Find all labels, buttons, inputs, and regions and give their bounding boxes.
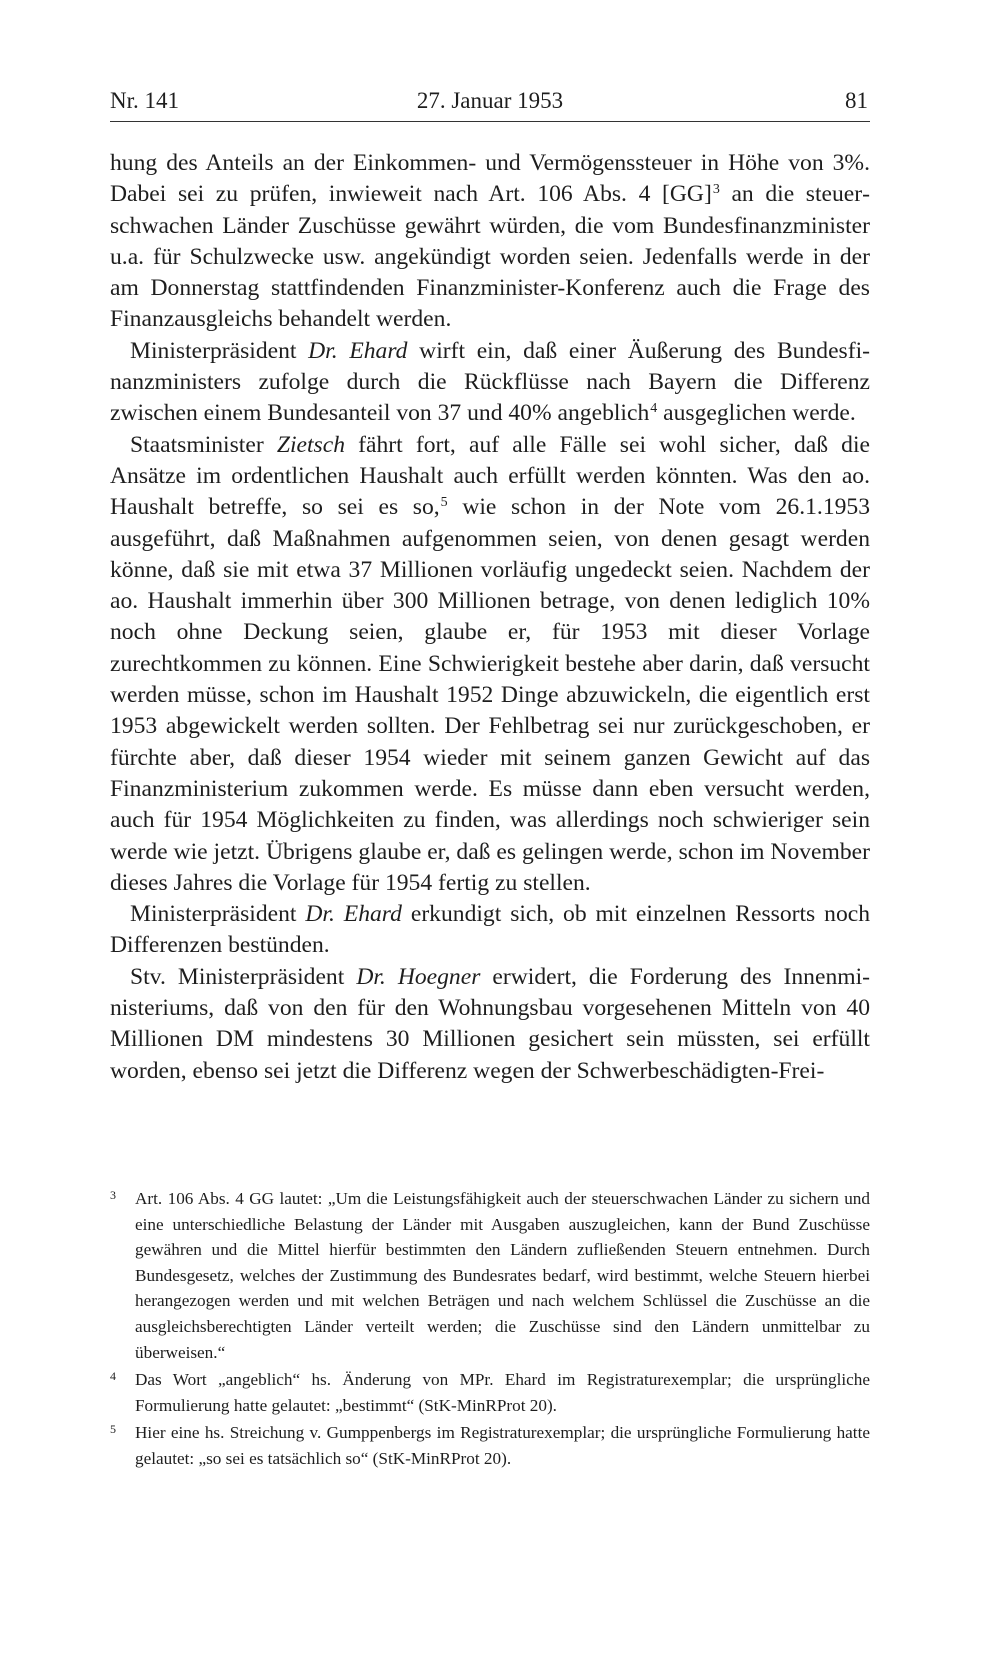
paragraph xyxy=(110,336,870,430)
footnote-text: Das Wort „angeblich“ hs. Änderung von MPr. Ehard im Registraturexemplar; die ursprüngliche Formulierung hatte gelautet: „bestimmt“ (StK-MinRProt 20). xyxy=(135,1370,870,1415)
page-number: 81 xyxy=(845,88,868,113)
speaker-name: Dr. Ehard xyxy=(305,901,402,928)
speaker-name: Dr. Hoegner xyxy=(356,963,481,990)
footnotes-section xyxy=(110,1186,870,1474)
footnote-number: 5 xyxy=(110,1422,116,1437)
text-run: an die steuerschwachen Länder Zuschüsse gewährt würden, die vom Bundesfinanzminister u.a. für Schulzwecke usw. angekündigt worden seien. Jedenfalls werde in der am Donnerstag stattfindenden Finanzminister-Konferenz auch die Frage des Finanzausgleichs behandelt werden. xyxy=(110,181,870,333)
text-run: Ministerpräsident xyxy=(130,337,309,364)
footnote-text: Hier eine hs. Streichung v. Gumppenbergs im Registraturexemplar; die ursprüngliche Formulierung hatte gelautet: „so sei es tatsächlich so“ (StK-MinRProt 20). xyxy=(135,1423,870,1468)
speaker-name: Dr. Ehard xyxy=(308,337,408,364)
footnote-number: 4 xyxy=(110,1369,116,1384)
footnote xyxy=(110,1367,870,1418)
footnote-text: Art. 106 Abs. 4 GG lautet: „Um die Leistungsfähigkeit auch der steuerschwachen Länder zu sichern und eine unterschiedliche Belastung der Länder mit Ausgaben auszugleichen, kann der Bund Zuschüsse gewähren und die Mittel hierfür bestimmten den Ländern zufließenden Steuern entnehmen. Durch Bundesgesetz, welches der Zustimmung des Bundesrates bedarf, wird bestimmt, welche Steuern hierbei herangezogen werden und mit welchen Beträgen und nach welchem Schlüssel die Zuschüsse an die ausgleichsberechtigten Länder verteilt werden; die Zuschüsse sind den Ländern unmittelbar zu überweisen.“ xyxy=(135,1189,870,1362)
text-run: erwidert, die Forderung des Innenministeriums, daß von den für den Wohnungsbau vorgesehenen Mitteln von 40 Millionen DM mindestens 30 Millionen gesichert sein müssten, sei erfüllt worden, ebenso sei jetzt die Differenz wegen der Schwerbeschädigten-Frei- xyxy=(110,963,871,1084)
document-number: Nr. 141 xyxy=(110,88,179,113)
paragraph xyxy=(110,148,870,336)
footnote-reference: 4 xyxy=(650,401,658,417)
running-header xyxy=(110,83,870,122)
text-run: fährt fort, auf alle Fälle sei wohl sicher, daß die Ansätze im ordentlichen Haushalt auch erfüllt werden könnten. Was den ao. Haushalt betreffe, so sei es so, xyxy=(110,431,870,521)
header-date: 27. Januar 1953 xyxy=(416,88,564,113)
footnote xyxy=(110,1186,870,1365)
text-run: Ministerpräsident xyxy=(130,901,306,928)
speaker-name: Zietsch xyxy=(276,431,345,458)
text-run: hung des Anteils an der Einkommen- und Vermögenssteuer in Höhe von 3%. Dabei sei zu prüfen, inwieweit nach Art. 106 Abs. 4 [GG] xyxy=(110,150,870,208)
text-run: wie schon in der Note vom 26.1.1953 ausgeführt, daß Maßnahmen aufgenommen seien, von denen gesagt werden könne, daß sie mit etwa 37 Millionen vorläufig ungedeckt seien. Nachdem der ao. Haushalt immerhin über 300 Millionen betrage, von denen lediglich 10% noch ohne Deckung seien, glaube er, für 1953 mit dieser Vorlage zurechtkommen zu können. Eine Schwierigkeit bestehe aber darin, daß versucht werden müsse, schon im Haushalt 1952 Dinge abzuwickeln, die eigentlich erst 1953 abgewickelt werden sollten. Der Fehlbetrag sei nur zurückgeschoben, er fürchte aber, daß dieser 1954 wieder mit seinem ganzen Gewicht auf das Finanzministerium zukommen werde. Es müsse dann eben versucht werden, auch für 1954 Möglichkeiten zu finden, was allerdings noch schwieriger sein werde wie jetzt. Übrigens glaube er, daß es gelingen werde, schon im November dieses Jahres die Vorlage für 1954 fertig zu stellen. xyxy=(110,494,871,896)
text-run: ausgeglichen werde. xyxy=(657,400,856,427)
text-run: erkundigt sich, ob mit einzelnen Ressorts noch Differenzen bestünden. xyxy=(110,901,871,959)
paragraph xyxy=(110,899,870,962)
footnote-reference: 3 xyxy=(712,182,720,198)
footnote xyxy=(110,1420,870,1471)
text-run: Stv. Ministerpräsident xyxy=(130,963,357,990)
paragraph xyxy=(110,962,870,1087)
paragraph xyxy=(110,430,870,899)
footnote-number: 3 xyxy=(110,1188,116,1202)
text-run: wirft ein, daß einer Äußerung des Bundesfinanzministers zufolge durch die Rückflüsse nach Bayern die Differenz zwischen einem Bundesanteil von 37 und 40% angeblich xyxy=(110,337,870,427)
body-text xyxy=(110,148,870,1087)
text-run: Staatsminister xyxy=(130,431,277,458)
footnote-reference: 5 xyxy=(440,495,448,511)
